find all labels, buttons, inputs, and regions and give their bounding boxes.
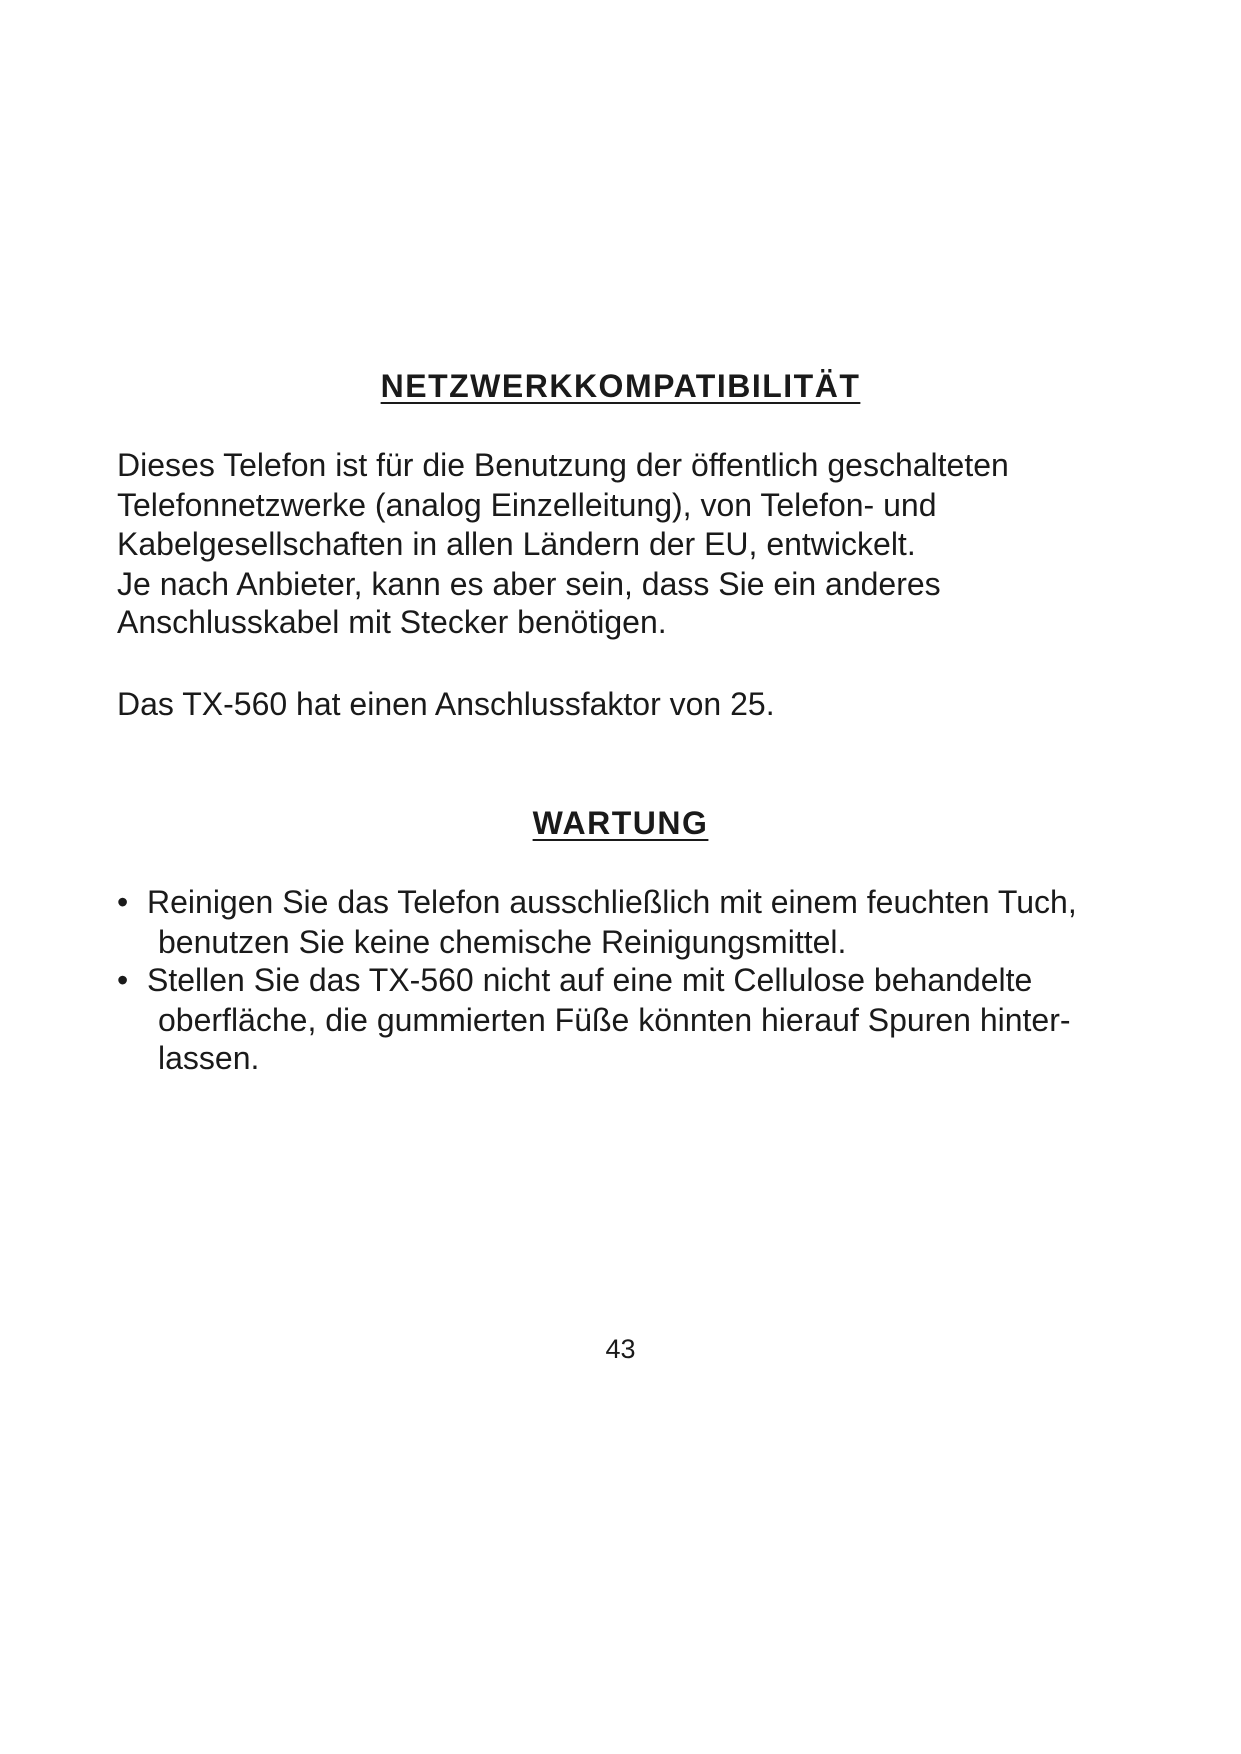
paragraph-line: Anschlusskabel mit Stecker benötigen. [117, 604, 667, 640]
paragraph-line: Kabelgesellschaften in allen Ländern der EU, entwickelt. [117, 526, 916, 562]
bullet-continuation: lassen. [158, 1040, 260, 1076]
section-title-maintenance-text: WARTUNG [532, 805, 709, 841]
paragraph-line: Dieses Telefon ist für die Benutzung der öffentlich geschalteten [117, 447, 1009, 483]
paragraph-line: Je nach Anbieter, kann es aber sein, dass Sie ein anderes [117, 566, 941, 602]
bullet-continuation: oberfläche, die gummierten Füße könnten hierauf Spuren hinter- [158, 1002, 1071, 1038]
bullet-item-cleaning [117, 882, 1077, 922]
section-title-network-text: NETZWERKKOMPATIBILITÄT [380, 368, 861, 404]
page-number: 43 [605, 1334, 636, 1364]
bullet-icon: • [117, 884, 129, 920]
section-title-maintenance [0, 803, 1241, 843]
bullet-line: Reinigen Sie das Telefon ausschließlich mit einem feuchten Tuch, [147, 884, 1077, 920]
bullet-icon: • [117, 962, 129, 998]
connection-factor-text: Das TX-560 hat einen Anschlussfaktor von 25. [117, 686, 775, 722]
bullet-line: Stellen Sie das TX-560 nicht auf eine mit Cellulose behandelte [147, 962, 1033, 998]
section-title-network [0, 366, 1241, 406]
bullet-continuation: benutzen Sie keine chemische Reinigungsmittel. [158, 924, 847, 960]
bullet-item-surface [117, 960, 1032, 1000]
paragraph-line: Telefonnetzwerke (analog Einzelleitung), von Telefon- und [117, 487, 937, 523]
